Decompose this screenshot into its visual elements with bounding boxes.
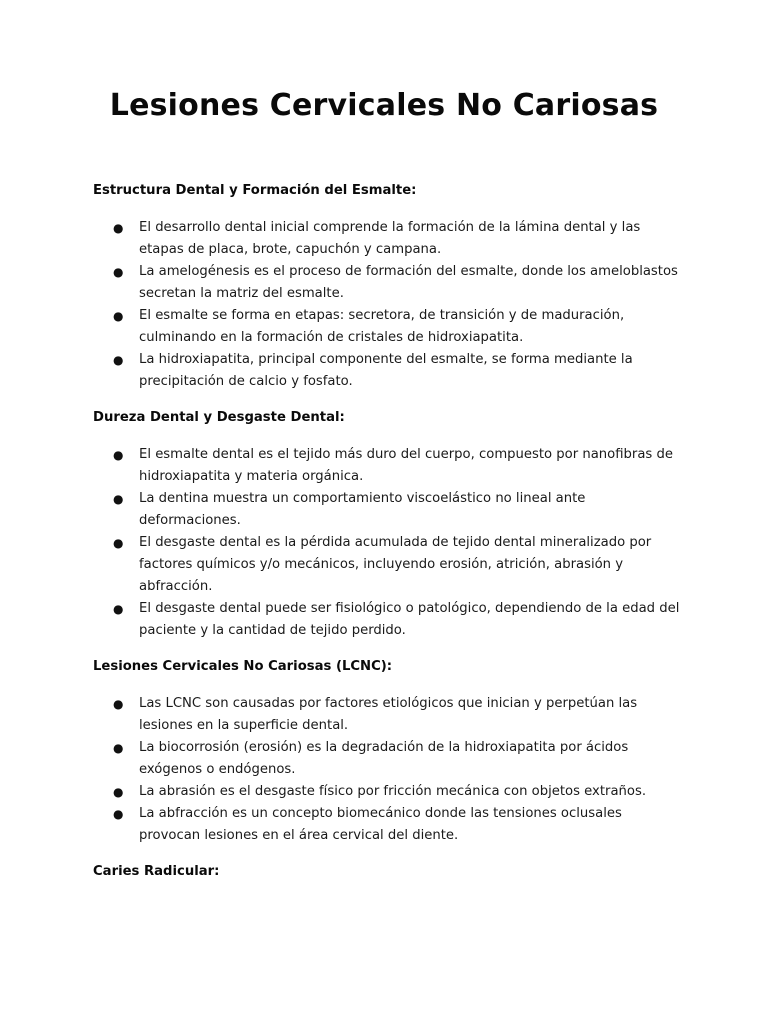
list-item-text: La hidroxiapatita, principal componente del esmalte, se forma mediante la precipitación de calcio y fosfato.	[139, 352, 633, 389]
document-title: Lesiones Cervicales No Cariosas	[109, 88, 659, 123]
list-item	[93, 803, 683, 847]
bullet-icon: ●	[113, 536, 124, 550]
bullet-list-dureza	[93, 444, 683, 642]
list-item	[93, 598, 683, 642]
list-item-text: La abrasión es el desgaste físico por fricción mecánica con objetos extraños.	[139, 784, 647, 799]
bullet-icon: ●	[113, 309, 124, 323]
section-heading-caries: Caries Radicular:	[93, 864, 220, 879]
list-item	[93, 305, 683, 349]
bullet-icon: ●	[113, 221, 124, 235]
bullet-icon: ●	[113, 741, 124, 755]
section-heading-dureza: Dureza Dental y Desgaste Dental:	[93, 410, 345, 425]
bullet-icon: ●	[113, 353, 124, 367]
bullet-icon: ●	[113, 785, 124, 799]
bullet-list-estructura	[93, 217, 683, 393]
bullet-icon: ●	[113, 697, 124, 711]
list-item-text: El desarrollo dental inicial comprende la formación de la lámina dental y las etapas de placa, brote, capuchón y campana.	[139, 220, 641, 257]
list-item	[93, 261, 683, 305]
list-item-text: El desgaste dental puede ser fisiológico o patológico, dependiendo de la edad del paciente y la cantidad de tejido perdido.	[139, 601, 680, 638]
list-item	[93, 444, 683, 488]
list-item	[93, 349, 683, 393]
list-item-text: El desgaste dental es la pérdida acumulada de tejido dental mineralizado por factores químicos y/o mecánicos, incluyendo erosión, atrición, abrasión y abfracción.	[139, 535, 652, 594]
list-item-text: La amelogénesis es el proceso de formación del esmalte, donde los ameloblastos secretan la matriz del esmalte.	[139, 264, 678, 301]
list-item-text: La biocorrosión (erosión) es la degradación de la hidroxiapatita por ácidos exógenos o endógenos.	[139, 740, 629, 777]
list-item-text: Las LCNC son causadas por factores etiológicos que inician y perpetúan las lesiones en la superficie dental.	[139, 696, 638, 733]
list-item	[93, 488, 683, 532]
list-item-text: El esmalte dental es el tejido más duro del cuerpo, compuesto por nanofibras de hidroxiapatita y materia orgánica.	[139, 447, 673, 484]
list-item-text: La dentina muestra un comportamiento viscoelástico no lineal ante deformaciones.	[139, 491, 586, 528]
bullet-icon: ●	[113, 265, 124, 279]
list-item	[93, 693, 683, 737]
bullet-list-lcnc	[93, 693, 683, 847]
list-item	[93, 737, 683, 781]
list-item	[93, 217, 683, 261]
bullet-icon: ●	[113, 492, 124, 506]
bullet-icon: ●	[113, 448, 124, 462]
section-heading-lcnc: Lesiones Cervicales No Cariosas (LCNC):	[93, 659, 393, 674]
section-heading-estructura: Estructura Dental y Formación del Esmalte:	[93, 183, 417, 198]
list-item-text: La abfracción es un concepto biomecánico donde las tensiones oclusales provocan lesiones en el área cervical del diente.	[139, 806, 622, 843]
list-item	[93, 532, 683, 598]
bullet-icon: ●	[113, 602, 124, 616]
list-item-text: El esmalte se forma en etapas: secretora, de transición y de maduración, culminando en la formación de cristales de hidroxiapatita.	[139, 308, 625, 345]
bullet-icon: ●	[113, 807, 124, 821]
list-item	[93, 781, 683, 803]
